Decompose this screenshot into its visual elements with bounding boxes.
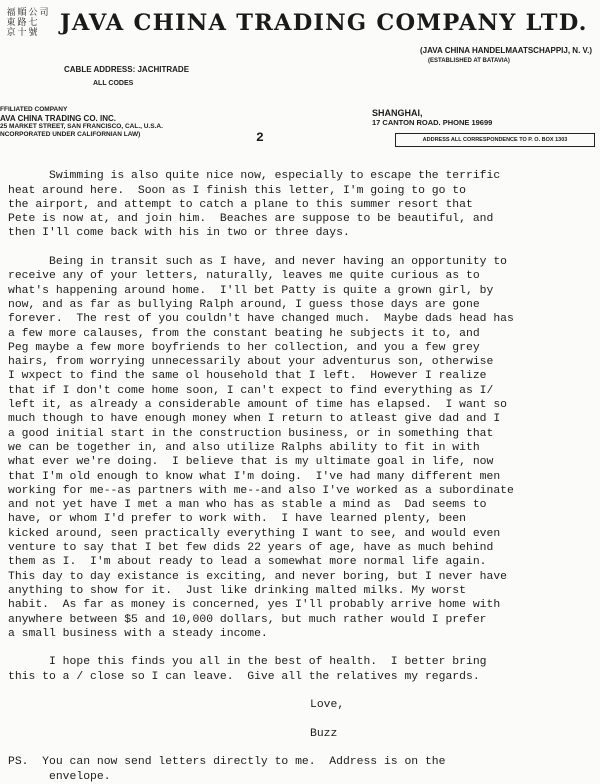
letter-line: that I'm old enough to know what I'm doing. I've had many different men [8,470,501,483]
letter-line: we can be together in, and also utilize Ralphs ability to fit in with [8,441,480,454]
letter-line: them as I. I'm about ready to lead a somewhat more normal life again. [8,556,487,569]
letter-line: a few more calauses, from the constant beating he subjects it to, and [8,327,480,340]
letter-line: that if I don't come home soon, I can't expect to find everything as I/ [8,384,494,397]
letter-paragraphs [8,169,596,784]
chinese-char: 順 [17,8,27,18]
chinese-char: 七 [28,18,38,28]
letter-closing: Love, [310,699,345,712]
letter-line: This day to day existance is exciting, and never boring, but I never have [8,570,507,583]
paragraph-spacer [8,713,596,727]
letter-line: a good initial start in the construction business, or in something that [8,427,494,440]
letter-line: anything to show for it. Just like drinking malted milks. My worst [8,584,466,597]
letter-line: then I'll come back with his in two or three days. [8,227,350,240]
cable-address: CABLE ADDRESS: JACHITRADE [64,65,190,74]
letter-line: what ever we're doing. I believe that is my ultimate goal in life, now [8,456,494,469]
letter-line: Peg maybe a few more boyfriends to her collection, and you a few grey [8,341,480,354]
established-note: (ESTABLISHED AT BATAVIA) [428,58,510,64]
chinese-column [17,8,27,38]
affiliate-label: FFILIATED COMPANY [0,106,68,113]
letter-line: working for me--as partners with me--and also I've worked as a subordinate [8,484,514,497]
paragraph-spacer [8,641,596,655]
paragraph-spacer [8,684,596,698]
postscript-line: envelope. [8,770,111,783]
letter-line: and not yet have I met a man who has as stable a mind as Dad seems to [8,499,487,512]
company-name: JAVA CHINA TRADING COMPANY LTD. [60,10,588,36]
letter-line: a small business with a steady income. [8,627,268,640]
office-city: SHANGHAI, [372,108,423,118]
letter-line: what's happening around home. I'll bet Patty is quite a grown girl, by [8,284,494,297]
letter-line: Pete is now at, and join him. Beaches are suppose to be beautiful, and [8,213,494,226]
paragraph-spacer [8,155,596,169]
chinese-company-name [6,8,49,38]
chinese-char: 十 [17,28,27,38]
letter-line: I hope this finds you all in the best of health. I better bring [8,656,487,669]
affiliate-address: 25 MARKET STREET, SAN FRANCISCO, CAL., U.S.A. [0,123,163,130]
chinese-char: 公 [28,8,38,18]
letter-line: the airport, and attempt to catch a plane to this summer resort that [8,198,473,211]
letter-signature: Buzz [310,727,338,740]
letter-line: now, and as far as bullying Ralph around, I guess those days are gone [8,298,480,311]
chinese-char: 路 [17,18,27,28]
chinese-char: 福 [6,8,16,18]
chinese-char: 司 [39,8,49,18]
letter-line: left it, as already a considerable amount of time has elapsed. I want so [8,399,507,412]
letter-line: Being in transit such as I have, and never having an opportunity to [8,256,507,269]
letter-line: hairs, from worrying unnecessarily about your adventurus son, otherwise [8,356,494,369]
affiliate-incorporation: NCORPORATED UNDER CALIFORNIAN LAW) [0,131,141,138]
page-number: 2 [256,130,264,145]
correspondence-box: ADDRESS ALL CORRESPONDENCE TO P. O. BOX 1303 [395,133,595,147]
affiliate-block [0,106,163,139]
letter-line: much though to have enough money when I return to atleast give dad and I [8,413,501,426]
office-street: 17 CANTON ROAD. PHONE 19699 [372,118,493,127]
letter-line: kicked around, seen practically everything I want to see, and would even [8,527,501,540]
letter-line: Swimming is also quite nice now, especially to escape the terrific [8,170,501,183]
letter-body [8,155,596,784]
affiliate-name: AVA CHINA TRADING CO. INC. [0,114,116,123]
paragraph-spacer [8,741,596,755]
letter-line: habit. As far as money is concerned, yes I'll probably arrive home with [8,599,501,612]
letter-line: anywhere between $5 and 10,000 dollars, but much rather would I prefer [8,613,487,626]
chinese-column [6,8,16,38]
chinese-char: 號 [28,28,38,38]
chinese-column [28,8,38,38]
letter-line: venture to say that I bet few dids 22 years of age, have as much behind [8,542,494,555]
letter-line: have, or whom I'd prefer to work with. I have learned plenty, been [8,513,466,526]
letter-line: forever. The rest of you couldn't have changed much. Maybe dads head has [8,313,514,326]
chinese-char: 京 [6,28,16,38]
chinese-column [39,8,49,38]
letter-line: this to a / close so I can leave. Give all the relatives my regards. [8,670,480,683]
letter-line: receive any of your letters, naturally, leaves me quite curious as to [8,270,480,283]
letter-line: I wxpect to find the same ol household that I left. However I realize [8,370,487,383]
paragraph-spacer [8,241,596,255]
codes-note: ALL CODES [93,80,134,87]
dutch-company-name: (JAVA CHINA HANDELMAATSCHAPPIJ, N. V.) [419,46,592,55]
office-address [372,109,492,127]
letter-line: heat around here. Soon as I finish this letter, I'm going to go to [8,184,466,197]
chinese-char: 東 [6,18,16,28]
postscript-line: PS. You can now send letters directly to me. Address is on the [8,756,446,769]
